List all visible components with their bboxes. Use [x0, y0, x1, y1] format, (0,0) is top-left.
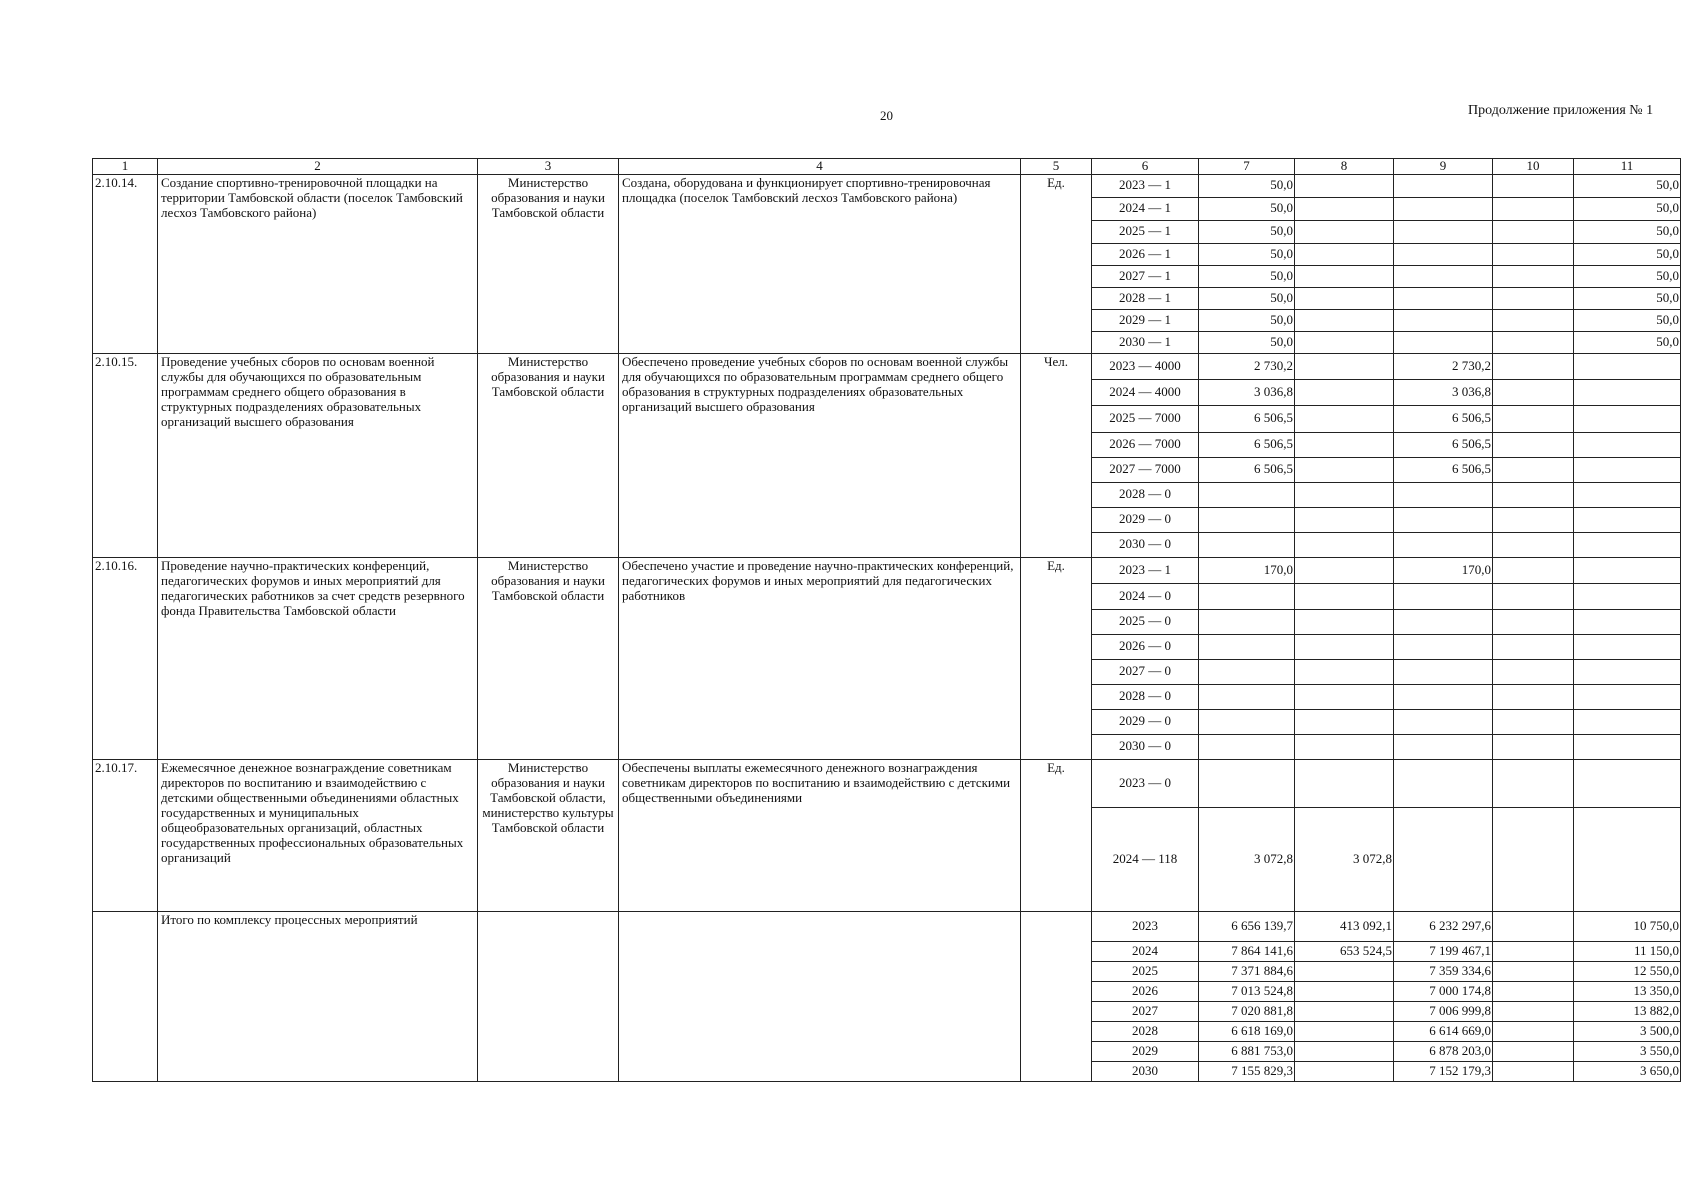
amount-col10 [1493, 961, 1574, 981]
amount-col10 [1493, 981, 1574, 1001]
total-year: 2024 [1092, 941, 1199, 961]
amount-col10 [1493, 659, 1574, 684]
total-year: 2025 [1092, 961, 1199, 981]
amount-col10 [1493, 482, 1574, 507]
total-year: 2026 [1092, 981, 1199, 1001]
amount-col10 [1493, 432, 1574, 457]
amount-col11 [1574, 457, 1681, 482]
table-row [93, 353, 1681, 379]
amount-col11: 3 550,0 [1574, 1041, 1681, 1061]
amount-col11 [1574, 634, 1681, 659]
year-indicator: 2023 — 0 [1092, 759, 1199, 807]
amount-col11 [1574, 709, 1681, 734]
amount-col7: 3 036,8 [1199, 379, 1295, 405]
amount-col9: 2 730,2 [1394, 353, 1493, 379]
year-indicator: 2030 — 0 [1092, 734, 1199, 759]
amount-col7: 7 371 884,6 [1199, 961, 1295, 981]
amount-col9 [1394, 265, 1493, 287]
amount-col11: 12 550,0 [1574, 961, 1681, 981]
amount-col9 [1394, 659, 1493, 684]
item-result: Создана, оборудована и функционирует спортивно-тренировочная площадка (поселок Тамбовский лесхоз Тамбовского района) [619, 174, 1021, 353]
table-row [93, 557, 1681, 583]
amount-col10 [1493, 405, 1574, 432]
year-indicator: 2025 — 0 [1092, 609, 1199, 634]
item-unit: Чел. [1021, 353, 1092, 557]
table-row [93, 174, 1681, 197]
amount-col11 [1574, 807, 1681, 911]
amount-col9 [1394, 734, 1493, 759]
column-number-4: 4 [619, 159, 1021, 175]
amount-col10 [1493, 309, 1574, 331]
column-number-10: 10 [1493, 159, 1574, 175]
amount-col7 [1199, 734, 1295, 759]
amount-col11 [1574, 532, 1681, 557]
amount-col10 [1493, 684, 1574, 709]
total-row [93, 911, 1681, 941]
amount-col8 [1295, 507, 1394, 532]
amount-col11 [1574, 734, 1681, 759]
amount-col7: 50,0 [1199, 287, 1295, 309]
amount-col7: 6 506,5 [1199, 457, 1295, 482]
amount-col7 [1199, 709, 1295, 734]
total-number [93, 911, 158, 1081]
amount-col10 [1493, 941, 1574, 961]
item-name: Ежемесячное денежное вознаграждение советникам директоров по воспитанию и взаимодействию с детскими общественными объединениями областных государственных и муниципальных общеобразовательных организаций, областных государственных профессиональных образовательных организаций [158, 759, 478, 911]
amount-col11 [1574, 482, 1681, 507]
column-number-row [93, 159, 1681, 175]
amount-col8 [1295, 684, 1394, 709]
year-indicator: 2025 — 7000 [1092, 405, 1199, 432]
amount-col7: 6 656 139,7 [1199, 911, 1295, 941]
item-executor: Министерство образования и науки Тамбовской области [478, 174, 619, 353]
amount-col8 [1295, 432, 1394, 457]
amount-col9: 170,0 [1394, 557, 1493, 583]
amount-col11 [1574, 379, 1681, 405]
total-result [619, 911, 1021, 1081]
year-indicator: 2024 — 1 [1092, 197, 1199, 220]
amount-col7: 50,0 [1199, 331, 1295, 353]
amount-col11: 3 500,0 [1574, 1021, 1681, 1041]
amount-col7: 50,0 [1199, 309, 1295, 331]
amount-col9 [1394, 507, 1493, 532]
column-number-9: 9 [1394, 159, 1493, 175]
amount-col10 [1493, 911, 1574, 941]
column-number-1: 1 [93, 159, 158, 175]
amount-col8 [1295, 379, 1394, 405]
item-unit: Ед. [1021, 557, 1092, 759]
amount-col9: 6 506,5 [1394, 405, 1493, 432]
amount-col11: 50,0 [1574, 287, 1681, 309]
amount-col7: 7 864 141,6 [1199, 941, 1295, 961]
year-indicator: 2028 — 0 [1092, 482, 1199, 507]
amount-col10 [1493, 331, 1574, 353]
amount-col8 [1295, 532, 1394, 557]
amount-col10 [1493, 1061, 1574, 1081]
amount-col8 [1295, 634, 1394, 659]
amount-col11: 50,0 [1574, 197, 1681, 220]
amount-col11 [1574, 609, 1681, 634]
item-unit: Ед. [1021, 174, 1092, 353]
amount-col10 [1493, 507, 1574, 532]
amount-col10 [1493, 709, 1574, 734]
amount-col8 [1295, 265, 1394, 287]
amount-col10 [1493, 634, 1574, 659]
year-indicator: 2029 — 1 [1092, 309, 1199, 331]
amount-col10 [1493, 287, 1574, 309]
amount-col8 [1295, 287, 1394, 309]
amount-col7 [1199, 759, 1295, 807]
total-year: 2029 [1092, 1041, 1199, 1061]
amount-col8: 413 092,1 [1295, 911, 1394, 941]
amount-col10 [1493, 532, 1574, 557]
amount-col9: 3 036,8 [1394, 379, 1493, 405]
amount-col8 [1295, 609, 1394, 634]
item-name: Проведение учебных сборов по основам военной службы для обучающихся по образовательным программам среднего общего образования в структурных подразделениях образовательных организаций высшего образования [158, 353, 478, 557]
year-indicator: 2029 — 0 [1092, 507, 1199, 532]
total-year: 2027 [1092, 1001, 1199, 1021]
amount-col9 [1394, 634, 1493, 659]
amount-col10 [1493, 220, 1574, 243]
amount-col11: 50,0 [1574, 174, 1681, 197]
column-number-5: 5 [1021, 159, 1092, 175]
amount-col8 [1295, 331, 1394, 353]
item-name: Проведение научно-практических конференций, педагогических форумов и иных мероприятий для педагогических работников за счет средств резервного фонда Правительства Тамбовской области [158, 557, 478, 759]
amount-col10 [1493, 734, 1574, 759]
amount-col11: 50,0 [1574, 265, 1681, 287]
amount-col11: 13 350,0 [1574, 981, 1681, 1001]
amount-col10 [1493, 379, 1574, 405]
amount-col7 [1199, 684, 1295, 709]
amount-col7: 50,0 [1199, 174, 1295, 197]
amount-col7: 50,0 [1199, 243, 1295, 265]
amount-col11: 10 750,0 [1574, 911, 1681, 941]
item-unit: Ед. [1021, 759, 1092, 911]
amount-col10 [1493, 1021, 1574, 1041]
amount-col7 [1199, 532, 1295, 557]
year-indicator: 2023 — 4000 [1092, 353, 1199, 379]
amount-col9: 7 000 174,8 [1394, 981, 1493, 1001]
total-label: Итого по комплексу процессных мероприятий [158, 911, 478, 1081]
year-indicator: 2024 — 118 [1092, 807, 1199, 911]
amount-col11 [1574, 659, 1681, 684]
year-indicator: 2028 — 0 [1092, 684, 1199, 709]
amount-col7 [1199, 634, 1295, 659]
amount-col7: 6 618 169,0 [1199, 1021, 1295, 1041]
amount-col9: 7 152 179,3 [1394, 1061, 1493, 1081]
amount-col7: 50,0 [1199, 197, 1295, 220]
year-indicator: 2023 — 1 [1092, 557, 1199, 583]
item-executor: Министерство образования и науки Тамбовской области, министерство культуры Тамбовской области [478, 759, 619, 911]
total-year: 2028 [1092, 1021, 1199, 1041]
year-indicator: 2028 — 1 [1092, 287, 1199, 309]
total-year: 2030 [1092, 1061, 1199, 1081]
amount-col7 [1199, 482, 1295, 507]
amount-col8 [1295, 405, 1394, 432]
amount-col11: 50,0 [1574, 243, 1681, 265]
amount-col9: 6 506,5 [1394, 432, 1493, 457]
amount-col8 [1295, 243, 1394, 265]
amount-col9: 6 232 297,6 [1394, 911, 1493, 941]
amount-col8 [1295, 759, 1394, 807]
column-number-3: 3 [478, 159, 619, 175]
amount-col7 [1199, 507, 1295, 532]
amount-col11: 50,0 [1574, 309, 1681, 331]
amount-col11 [1574, 353, 1681, 379]
amount-col10 [1493, 609, 1574, 634]
amount-col8 [1295, 961, 1394, 981]
year-indicator: 2023 — 1 [1092, 174, 1199, 197]
amount-col9: 6 506,5 [1394, 457, 1493, 482]
amount-col10 [1493, 353, 1574, 379]
amount-col9 [1394, 684, 1493, 709]
amount-col10 [1493, 174, 1574, 197]
amount-col9: 7 199 467,1 [1394, 941, 1493, 961]
amount-col11 [1574, 759, 1681, 807]
amount-col8 [1295, 457, 1394, 482]
amount-col10 [1493, 457, 1574, 482]
amount-col7: 50,0 [1199, 265, 1295, 287]
year-indicator: 2026 — 0 [1092, 634, 1199, 659]
amount-col9: 6 878 203,0 [1394, 1041, 1493, 1061]
item-executor: Министерство образования и науки Тамбовской области [478, 557, 619, 759]
year-indicator: 2030 — 0 [1092, 532, 1199, 557]
year-indicator: 2027 — 0 [1092, 659, 1199, 684]
amount-col11: 50,0 [1574, 331, 1681, 353]
amount-col7: 7 155 829,3 [1199, 1061, 1295, 1081]
item-name: Создание спортивно-тренировочной площадки на территории Тамбовской области (поселок Тамбовский лесхоз Тамбовского района) [158, 174, 478, 353]
amount-col10 [1493, 759, 1574, 807]
amount-col10 [1493, 197, 1574, 220]
amount-col8 [1295, 1021, 1394, 1041]
amount-col7: 50,0 [1199, 220, 1295, 243]
amount-col9 [1394, 197, 1493, 220]
year-indicator: 2024 — 0 [1092, 583, 1199, 609]
item-executor: Министерство образования и науки Тамбовской области [478, 353, 619, 557]
total-year: 2023 [1092, 911, 1199, 941]
amount-col11 [1574, 405, 1681, 432]
item-number: 2.10.14. [93, 174, 158, 353]
amount-col11: 11 150,0 [1574, 941, 1681, 961]
year-indicator: 2030 — 1 [1092, 331, 1199, 353]
amount-col8 [1295, 557, 1394, 583]
amount-col7: 7 013 524,8 [1199, 981, 1295, 1001]
appendix-table [92, 158, 1681, 1082]
amount-col8 [1295, 734, 1394, 759]
item-number: 2.10.15. [93, 353, 158, 557]
amount-col9: 7 006 999,8 [1394, 1001, 1493, 1021]
amount-col9 [1394, 709, 1493, 734]
column-number-7: 7 [1199, 159, 1295, 175]
amount-col9 [1394, 807, 1493, 911]
amount-col9 [1394, 220, 1493, 243]
amount-col11 [1574, 583, 1681, 609]
continuation-label: Продолжение приложения № 1 [1468, 103, 1654, 118]
total-unit [1021, 911, 1092, 1081]
amount-col10 [1493, 583, 1574, 609]
amount-col7: 6 506,5 [1199, 405, 1295, 432]
amount-col9 [1394, 609, 1493, 634]
amount-col7: 3 072,8 [1199, 807, 1295, 911]
amount-col8 [1295, 981, 1394, 1001]
year-indicator: 2027 — 7000 [1092, 457, 1199, 482]
item-number: 2.10.17. [93, 759, 158, 911]
item-result: Обеспечено участие и проведение научно-практических конференций, педагогических форумов и иных мероприятий для педагогических работников [619, 557, 1021, 759]
amount-col11 [1574, 557, 1681, 583]
amount-col10 [1493, 243, 1574, 265]
total-executor [478, 911, 619, 1081]
year-indicator: 2025 — 1 [1092, 220, 1199, 243]
amount-col8 [1295, 659, 1394, 684]
amount-col8 [1295, 309, 1394, 331]
year-indicator: 2024 — 4000 [1092, 379, 1199, 405]
amount-col9 [1394, 583, 1493, 609]
amount-col8: 653 524,5 [1295, 941, 1394, 961]
amount-col8 [1295, 482, 1394, 507]
item-result: Обеспечены выплаты ежемесячного денежного вознаграждения советникам директоров по воспитанию и взаимодействию с детскими общественными объединениями [619, 759, 1021, 911]
amount-col9 [1394, 243, 1493, 265]
amount-col10 [1493, 807, 1574, 911]
amount-col9 [1394, 309, 1493, 331]
amount-col11: 3 650,0 [1574, 1061, 1681, 1081]
amount-col9 [1394, 759, 1493, 807]
amount-col7: 2 730,2 [1199, 353, 1295, 379]
amount-col7: 7 020 881,8 [1199, 1001, 1295, 1021]
amount-col7 [1199, 659, 1295, 684]
amount-col8 [1295, 1001, 1394, 1021]
column-number-6: 6 [1092, 159, 1199, 175]
amount-col7 [1199, 583, 1295, 609]
amount-col11: 13 882,0 [1574, 1001, 1681, 1021]
amount-col8 [1295, 1061, 1394, 1081]
item-result: Обеспечено проведение учебных сборов по основам военной службы для обучающихся по образовательным программам среднего общего образования в структурных подразделениях образовательных организаций высшего образования [619, 353, 1021, 557]
amount-col9 [1394, 174, 1493, 197]
column-number-8: 8 [1295, 159, 1394, 175]
amount-col10 [1493, 1001, 1574, 1021]
amount-col11: 50,0 [1574, 220, 1681, 243]
amount-col9: 7 359 334,6 [1394, 961, 1493, 981]
amount-col9 [1394, 331, 1493, 353]
year-indicator: 2029 — 0 [1092, 709, 1199, 734]
amount-col9: 6 614 669,0 [1394, 1021, 1493, 1041]
amount-col7: 6 881 753,0 [1199, 1041, 1295, 1061]
amount-col8 [1295, 353, 1394, 379]
amount-col8: 3 072,8 [1295, 807, 1394, 911]
table-row [93, 759, 1681, 807]
amount-col11 [1574, 684, 1681, 709]
amount-col7: 170,0 [1199, 557, 1295, 583]
page-number: 20 [880, 108, 893, 123]
amount-col8 [1295, 197, 1394, 220]
column-number-2: 2 [158, 159, 478, 175]
column-number-11: 11 [1574, 159, 1681, 175]
amount-col9 [1394, 532, 1493, 557]
amount-col7 [1199, 609, 1295, 634]
amount-col10 [1493, 1041, 1574, 1061]
amount-col9 [1394, 287, 1493, 309]
table-body [93, 159, 1681, 1082]
amount-col8 [1295, 174, 1394, 197]
amount-col9 [1394, 482, 1493, 507]
amount-col8 [1295, 583, 1394, 609]
amount-col10 [1493, 557, 1574, 583]
amount-col8 [1295, 220, 1394, 243]
amount-col8 [1295, 709, 1394, 734]
amount-col8 [1295, 1041, 1394, 1061]
amount-col11 [1574, 507, 1681, 532]
amount-col10 [1493, 265, 1574, 287]
amount-col7: 6 506,5 [1199, 432, 1295, 457]
item-number: 2.10.16. [93, 557, 158, 759]
year-indicator: 2026 — 7000 [1092, 432, 1199, 457]
amount-col11 [1574, 432, 1681, 457]
year-indicator: 2026 — 1 [1092, 243, 1199, 265]
year-indicator: 2027 — 1 [1092, 265, 1199, 287]
